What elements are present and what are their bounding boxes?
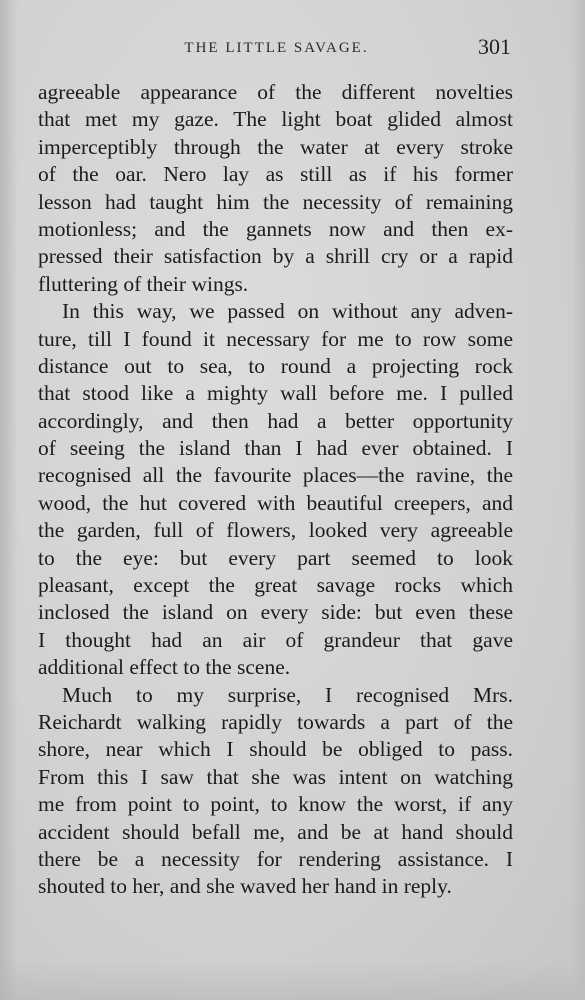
text-line: to the eye: but every part seemed to look	[38, 545, 513, 570]
text-line: pressed their satisfaction by a shrill cry or a rapid	[38, 244, 513, 269]
text-line: me from point to point, to know the worst, if any	[38, 792, 513, 817]
text-line: additional effect to the scene.	[38, 655, 291, 680]
text-line: lesson had taught him the necessity of remaining	[38, 189, 513, 214]
text-line: of the oar. Nero lay as still as if his former	[38, 162, 513, 187]
paragraph	[38, 79, 513, 298]
text-line: Reichardt walking rapidly towards a part of the	[38, 709, 513, 734]
running-title: THE LITTLE SAVAGE.	[184, 40, 369, 56]
body-text	[38, 79, 513, 901]
running-head	[38, 34, 515, 64]
text-line: fluttering of their wings.	[38, 271, 249, 296]
text-line: pleasant, except the great savage rocks which	[38, 573, 513, 598]
text-line: I thought had an air of grandeur that gave	[38, 627, 513, 652]
page-edge-shadow	[0, 960, 585, 1000]
text-line: wood, the hut covered with beautiful creepers, and	[38, 490, 513, 515]
text-line: there be a necessity for rendering assistance. I	[38, 846, 513, 871]
text-line: the garden, full of flowers, looked very agreeable	[38, 518, 513, 543]
text-line: ture, till I found it necessary for me to row some	[38, 326, 513, 351]
text-line: agreeable appearance of the different novelties	[38, 80, 513, 104]
text-line: shore, near which I should be obliged to pass.	[38, 737, 513, 762]
text-line: that met my gaze. The light boat glided almost	[38, 107, 513, 132]
text-line: imperceptibly through the water at every stroke	[38, 134, 513, 159]
page-number: 301	[478, 34, 511, 59]
text-line: accident should befall me, and be at hand should	[38, 819, 513, 844]
text-line: From this I saw that she was intent on watching	[38, 764, 513, 789]
text-line: that stood like a mighty wall before me. I pulled	[38, 381, 513, 406]
text-line: of seeing the island than I had ever obtained. I	[38, 436, 513, 461]
text-line: Much to my surprise, I recognised Mrs.	[62, 682, 513, 707]
text-line: inclosed the island on every side: but even these	[38, 600, 513, 625]
text-line: recognised all the favourite places—the ravine, the	[38, 463, 513, 488]
paragraph	[38, 682, 513, 901]
text-line: distance out to sea, to round a projecting rock	[38, 353, 513, 378]
text-line: accordingly, and then had a better opportunity	[38, 408, 513, 433]
paragraph	[38, 298, 513, 681]
text-line: In this way, we passed on without any adven-	[62, 299, 513, 324]
text-line: shouted to her, and she waved her hand in reply.	[38, 874, 452, 899]
text-line: motionless; and the gannets now and then ex-	[38, 216, 513, 241]
